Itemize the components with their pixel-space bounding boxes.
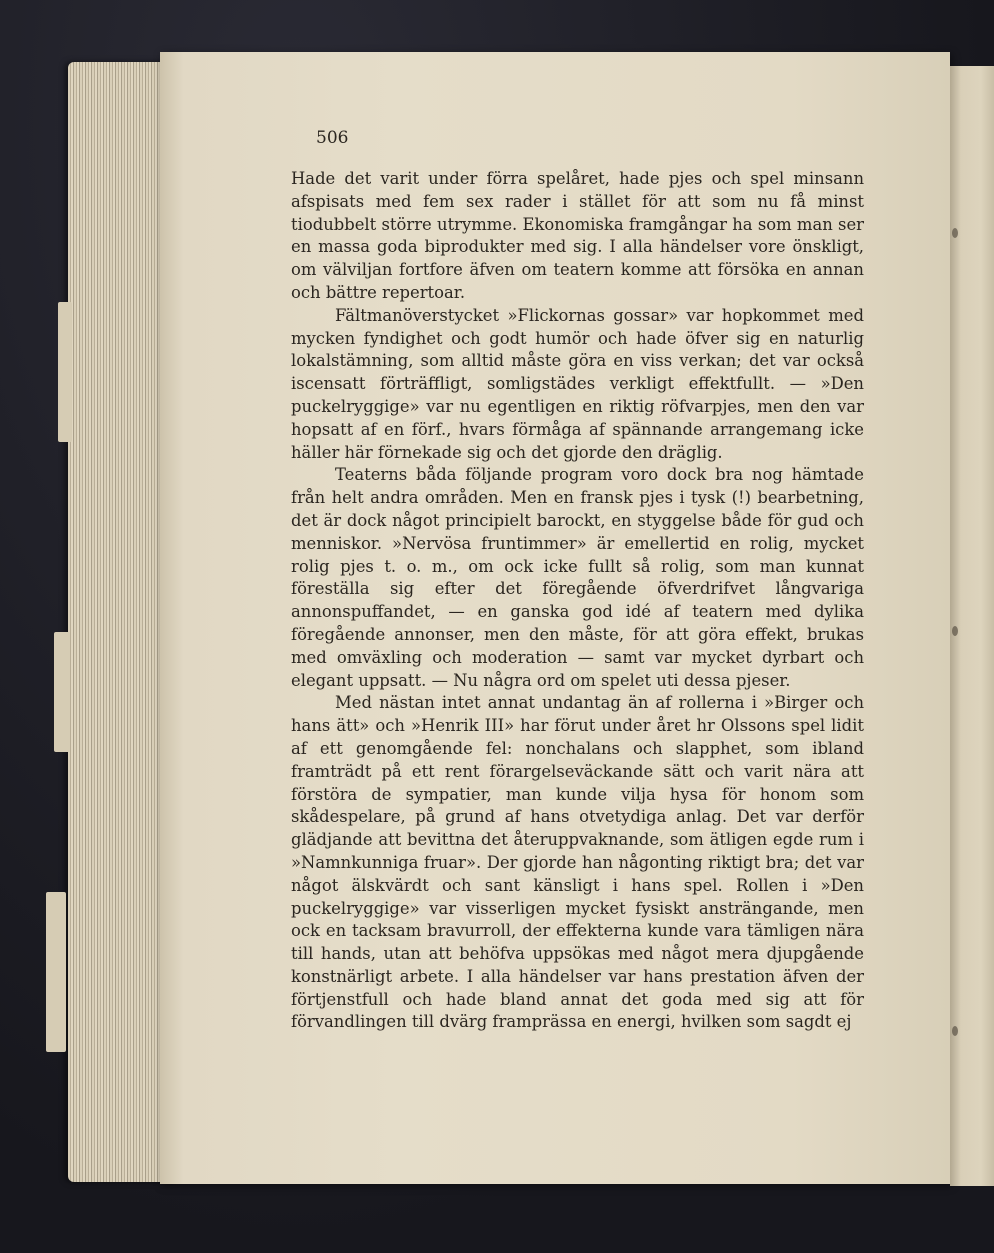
torn-page-edge	[54, 632, 70, 752]
paragraph: Med nästan intet annat undantag än af rollerna i »Birger och hans ätt» och »Henrik III» har förut under året hr Olssons spel lidit af ett genomgående fel: nonchalans och slapphet, som ibland framträdt på ett rent förargelseväckande sätt och varit nära att förstöra de sympatier, man kunde vilja hysa för honom som skådespelare, på grund af hans otvetydiga anlag. Det var derför glädjande att bevittna det återuppvaknande, som ätligen egde rum i »Namnkunniga fruar». Der gjorde han någonting riktigt bra; det var något älskvärdt och sant känsligt i hans spel. Rollen i »Den puckelryggige» var visserligen mycket fysiskt ansträngande, men ock en tacksam bravurroll, der effekterna kunde vara tämligen nära till hands, utan att behöfva uppsökas med något mera djupgående konstnärligt arbete. I alla händelser var hans prestation äfven der förtjenstfull och hade bland annat det goda med sig att för förvandlingen till dvärg framprässa en energi, hvilken som sagdt ej	[291, 693, 864, 1032]
page-number: 506	[316, 128, 349, 148]
paragraph: Hade det varit under förra spelåret, hade pjes och spel minsann afspisats med fem sex rader i stället för att som nu få minst tiodubbelt större utrymme. Ekonomiska framgångar ha som man ser en massa goda biprodukter med sig. I alla händelser vore önskligt, om välviljan fortfore äfven om teatern komme att försöka en annan och bättre repertoar.	[291, 169, 864, 302]
torn-page-edge	[46, 892, 66, 1052]
facing-page-edge	[950, 66, 994, 1186]
paragraph: Fältmanöverstycket »Flickornas gossar» var hopkommet med mycken fyndighet och godt humör och hade öfver sig en naturlig lokalstämning, som alltid måste göra en viss verkan; det var också iscensatt förträffligt, somligstädes verkligt effektfullt. — »Den puckelryggige» var nu egentligen en riktig röfvarpjes, men den var hopsatt af en förf., hvars förmåga af spännande arrangemang icke häller här förnekade sig och det gjorde den dräglig.	[291, 305, 864, 462]
torn-page-edge	[58, 302, 72, 442]
body-text	[291, 168, 864, 1034]
paragraph: Teaterns båda följande program voro dock bra nog hämtade från helt andra områden. Men en fransk pjes i tysk (!) bearbetning, det är dock något principielt barockt, en styggelse både för gud och menniskor. »Nervösa fruntimmer» är emellertid en rolig, mycket rolig pjes t. o. m., om ock icke fullt så rolig, som man kunnat föreställa sig efter det föregående öfverdrifvet långvariga annonspuffandet, — en ganska god idé af teatern med dylika föregående annonser, men den måste, för att göra effekt, brukas med omväxling och moderation — samt var mycket dyrbart och elegant uppsatt. — Nu några ord om spelet uti dessa pjeser.	[291, 465, 864, 690]
